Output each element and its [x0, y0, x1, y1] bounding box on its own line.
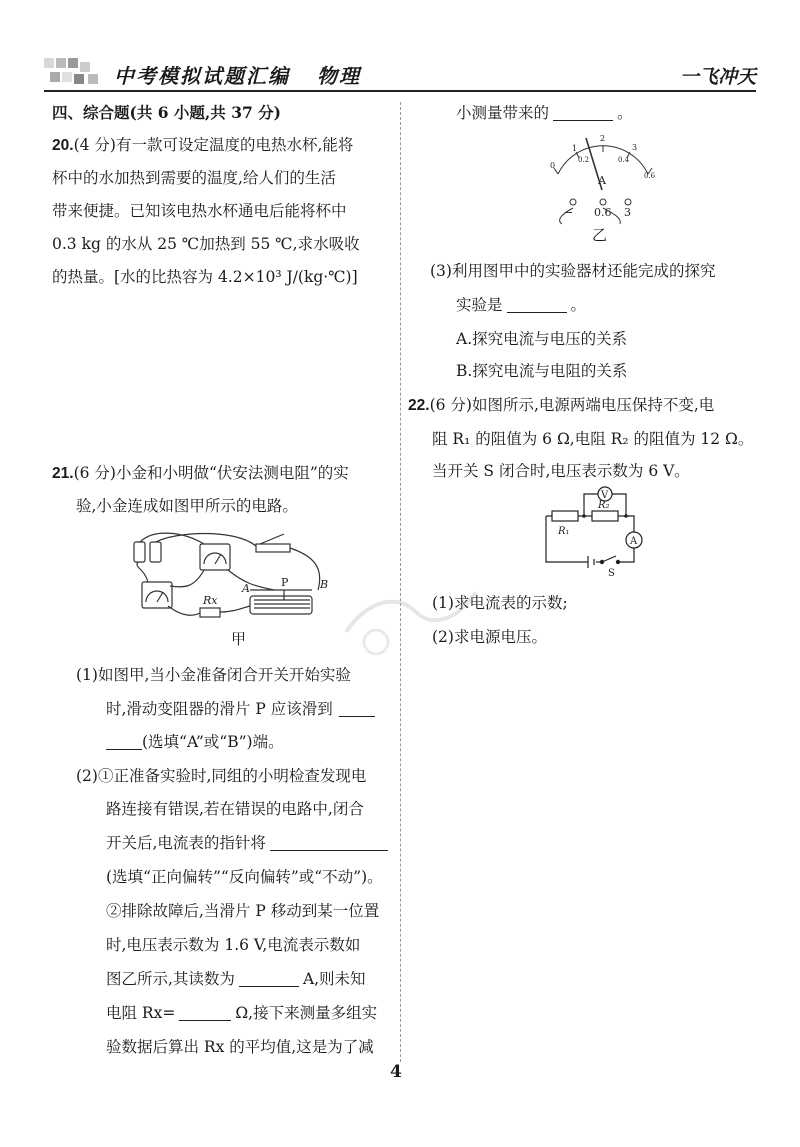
rheostat	[250, 596, 312, 614]
circuit-diagram-figure	[538, 484, 646, 579]
question-21-number: 21.	[52, 465, 74, 482]
question-20-line-4: 0.3 kg 的水从 25 ℃加热到 55 ℃,求水吸收	[52, 235, 360, 253]
figure-jia-caption: 甲	[231, 630, 247, 648]
answer-blank-2a[interactable]	[270, 834, 388, 851]
question-21-line-1: 21.(6 分)小金和小明做“伏安法测电阻”的实	[52, 464, 349, 482]
r1-label: R₁	[558, 526, 570, 537]
switch-s	[602, 556, 616, 562]
svg-text:0.2: 0.2	[578, 156, 590, 164]
page-number: 4	[390, 1062, 402, 1082]
terminal-0-6	[600, 199, 606, 205]
watermark-logo	[336, 572, 486, 662]
question-20-line-3: 带来便捷。已知该电热水杯通电后能将杯中	[52, 202, 347, 220]
part-1-line-3: (选填“A”或“B”)端。	[106, 731, 284, 753]
part-2-line-3: 开关后,电流表的指针将	[106, 832, 388, 854]
header-title	[114, 60, 361, 89]
answer-blank-1a[interactable]	[339, 700, 375, 717]
part-2-line-8: 电阻 Rx= Ω,接下来测量多组实	[106, 1004, 378, 1022]
terminal-3	[625, 199, 631, 205]
question-22-line-1: 22.(6 分)如图所示,电源两端电压保持不变,电	[408, 396, 715, 414]
header-rule	[44, 90, 756, 92]
svg-text:0: 0	[550, 161, 556, 170]
part-2-line-6: 时,电压表示数为 1.6 V,电流表示数如	[106, 936, 361, 954]
svg-text:0.4: 0.4	[618, 156, 630, 164]
ammeter-label: A	[630, 536, 638, 547]
part-1-line-1: (1)如图甲,当小金准备闭合开关开始实验	[76, 666, 351, 684]
circuit-apparatus-figure-jia	[124, 528, 336, 628]
figure-yi-caption: 乙	[592, 226, 608, 244]
question-20-line-5: 的热量。[水的比热容为 4.2×10³ J/(kg·℃)]	[52, 268, 358, 286]
answer-blank-2d[interactable]	[553, 104, 613, 121]
switch-label: S	[608, 568, 615, 579]
question-22-number: 22.	[408, 397, 430, 414]
label-a: A	[242, 582, 250, 595]
part-2-line-1: (2)①正准备实验时,同组的小明检查发现电	[76, 767, 367, 785]
label-rx: Rx	[203, 594, 218, 607]
option-a: A.探究电流与电压的关系	[456, 330, 628, 348]
page-header	[44, 54, 756, 94]
resistor-r2	[592, 511, 618, 521]
series-title: 中考模拟试题汇编	[114, 64, 290, 88]
header-pattern-decoration	[44, 58, 100, 86]
part-3-line-2: 实验是 。	[456, 296, 587, 314]
answer-blank-1b[interactable]	[106, 733, 142, 750]
answer-blank-2c[interactable]	[179, 1004, 231, 1021]
answer-blank-3[interactable]	[507, 296, 567, 313]
r2-label: R₂	[598, 500, 610, 511]
part-3-line-1: (3)利用图甲中的实验器材还能完成的探究	[430, 262, 716, 280]
svg-text:−: −	[564, 206, 574, 219]
switch-base	[256, 544, 290, 552]
terminal-negative	[570, 199, 576, 205]
question-22-sub-1: (1)求电流表的示数;	[432, 594, 568, 612]
subject-title: 物理	[316, 64, 361, 88]
question-22-line-3: 当开关 S 闭合时,电压表示数为 6 V。	[432, 462, 690, 480]
answer-blank-2b[interactable]	[239, 970, 299, 987]
part-2-line-5: ②排除故障后,当滑片 P 移动到某一位置	[106, 902, 380, 920]
dial-needle-label: A	[598, 174, 606, 187]
resistor-rx	[200, 608, 220, 617]
part-2-line-10: 小测量带来的 。	[456, 104, 633, 122]
battery-2	[150, 542, 161, 562]
battery-1	[134, 542, 145, 562]
ammeter-dial-figure-yi	[540, 132, 664, 224]
section-title: 四、综合题(共 6 小题,共 37 分)	[52, 103, 282, 122]
part-2-line-4: (选填“正向偏转”“反向偏转”或“不动”)。	[106, 868, 383, 886]
resistor-r1	[552, 511, 578, 521]
question-22-line-2: 阻 R₁ 的阻值为 6 Ω,电阻 R₂ 的阻值为 12 Ω。	[432, 430, 754, 448]
voltmeter-label: V	[601, 490, 609, 501]
voltmeter-meter	[200, 544, 230, 570]
question-21-line-2: 验,小金连成如图甲所示的电路。	[76, 497, 298, 515]
svg-text:0.6: 0.6	[644, 172, 656, 180]
question-20-line-1: 20.(4 分)有一款可设定温度的电热水杯,能将	[52, 136, 354, 154]
part-2-line-7: 图乙所示,其读数为 A,则未知	[106, 970, 366, 988]
part-1-line-2: 时,滑动变阻器的滑片 P 应该滑到	[106, 698, 375, 720]
option-b: B.探究电流与电阻的关系	[456, 362, 628, 380]
svg-text:3: 3	[632, 143, 638, 152]
part-2-line-2: 路连接有错误,若在错误的电路中,闭合	[106, 800, 364, 818]
svg-text:3: 3	[624, 206, 631, 219]
brand-logo-text: 一飞冲天	[679, 66, 756, 88]
part-2-line-9: 验数据后算出 Rx 的平均值,这是为了减	[106, 1038, 374, 1056]
ammeter-meter	[142, 582, 172, 608]
question-22-sub-2: (2)求电源电压。	[432, 628, 547, 646]
question-20-number: 20.	[52, 137, 74, 154]
label-p: P	[281, 576, 289, 589]
svg-text:1: 1	[572, 144, 578, 153]
svg-text:2: 2	[600, 134, 606, 143]
label-b: B	[320, 578, 329, 591]
svg-text:0.6: 0.6	[594, 206, 612, 219]
question-20-line-2: 杯中的水加热到需要的温度,给人们的生活	[52, 169, 336, 187]
